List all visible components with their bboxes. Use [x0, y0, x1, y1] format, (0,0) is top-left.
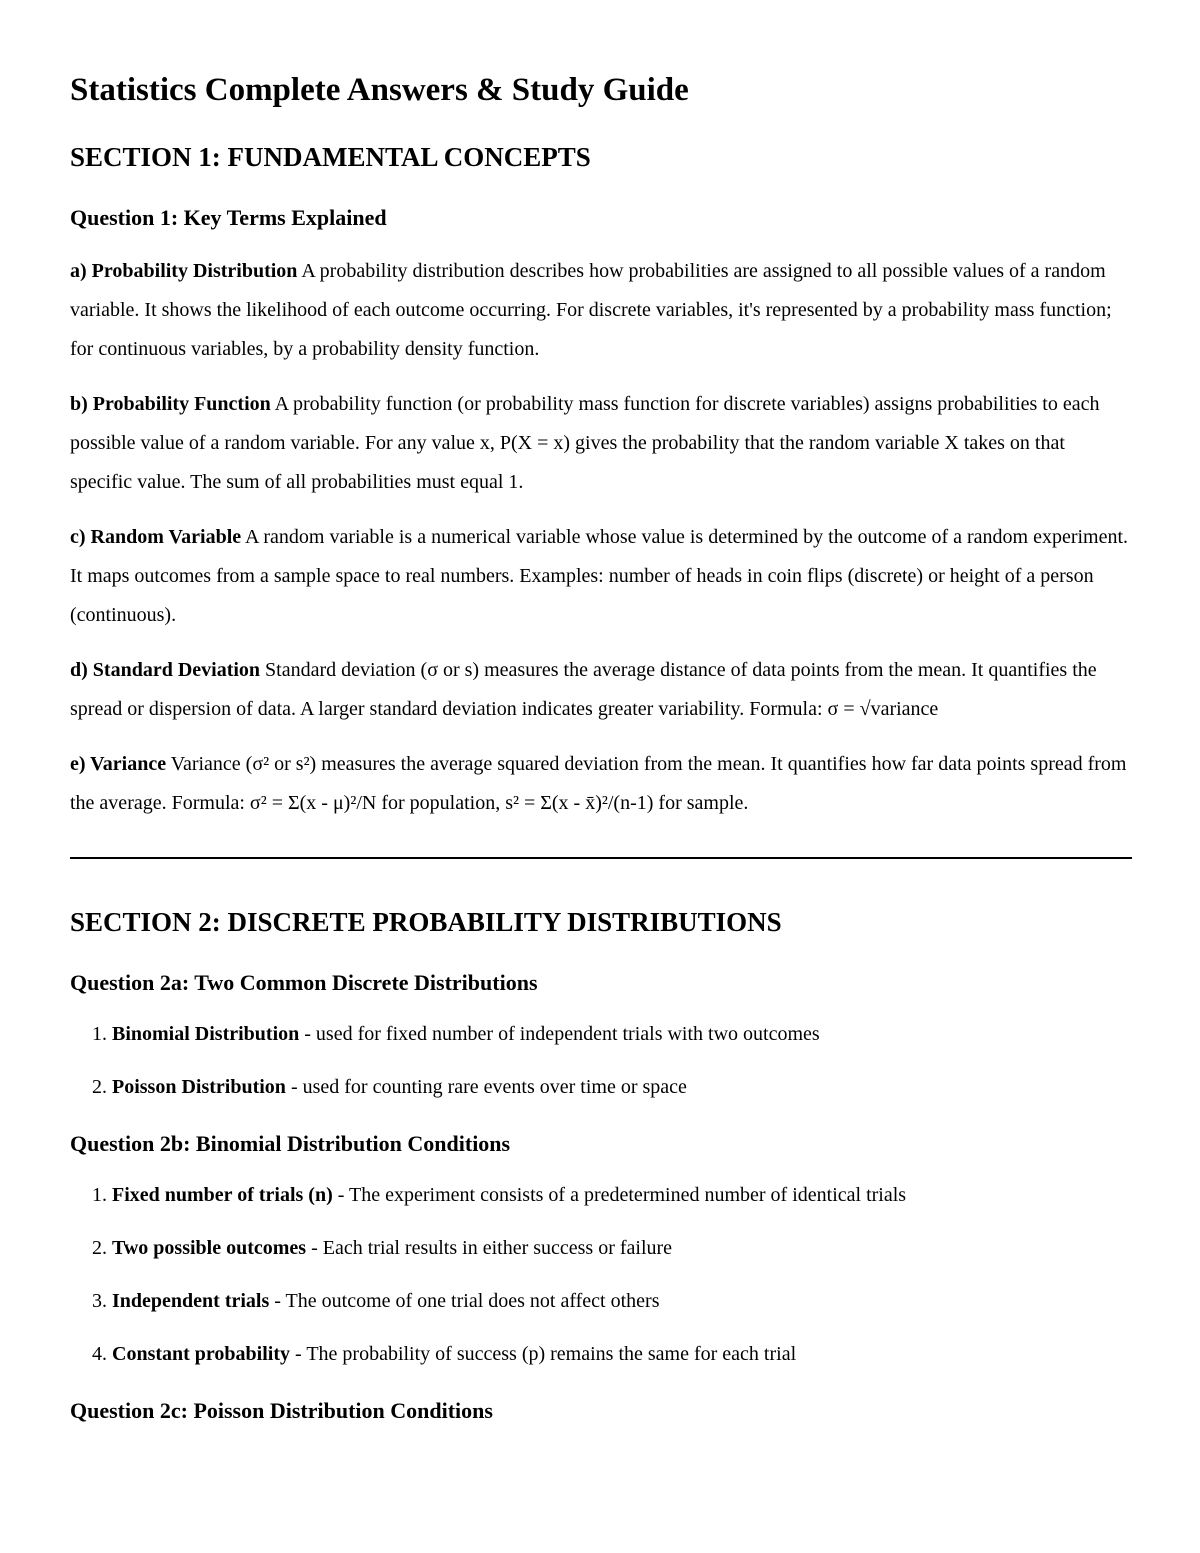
definition-random-variable — [70, 518, 1130, 635]
item-label: Constant probability — [112, 1343, 291, 1365]
section-1-heading: SECTION 1: FUNDAMENTAL CONCEPTS — [70, 142, 591, 172]
section-2-heading: SECTION 2: DISCRETE PROBABILITY DISTRIBUTIONS — [70, 907, 782, 937]
list-item — [112, 1021, 1130, 1047]
item-text: - The experiment consists of a predetermined number of identical trials — [332, 1184, 907, 1206]
list-item — [112, 1074, 1130, 1100]
discrete-distributions-list — [70, 1021, 1130, 1100]
item-label: Fixed number of trials (n) — [112, 1184, 333, 1206]
list-item — [112, 1182, 1130, 1208]
item-label: Binomial Distribution — [112, 1023, 300, 1045]
page-title: Statistics Complete Answers & Study Guide — [70, 72, 689, 108]
item-label: Poisson Distribution — [112, 1076, 286, 1098]
term-text: A probability distribution describes how probabilities are assigned to all possible values of a random variable. It shows the likelihood of each outcome occurring. For discrete variables, it's represented by a probability mass function; for continuous variables, by a probability density function. — [70, 260, 1112, 360]
item-text: - used for counting rare events over time or space — [285, 1076, 687, 1098]
term-text: A probability function (or probability mass function for discrete variables) assigns probabilities to each possible value of a random variable. For any value x, P(X = x) gives the probability that the random variable X takes on that specific value. The sum of all probabilities must equal 1. — [70, 393, 1100, 493]
item-text: - Each trial results in either success or failure — [306, 1237, 673, 1259]
question-2a-heading: Question 2a: Two Common Discrete Distributions — [70, 970, 538, 995]
term-text: A random variable is a numerical variable whose value is determined by the outcome of a random experiment. It maps outcomes from a sample space to real numbers. Examples: number of heads in coin flips (discrete) or height of a person (continuous). — [70, 526, 1129, 626]
list-item — [112, 1288, 1130, 1314]
question-2c-heading: Question 2c: Poisson Distribution Conditions — [70, 1398, 493, 1423]
term-label: b) Probability Function — [70, 393, 271, 415]
definition-probability-function — [70, 385, 1130, 502]
list-item — [112, 1341, 1130, 1367]
definition-variance — [70, 745, 1130, 823]
question-1-heading: Question 1: Key Terms Explained — [70, 205, 387, 230]
term-text: Standard deviation (σ or s) measures the average distance of data points from the mean. It quantifies the spread or dispersion of data. A larger standard deviation indicates greater variability. Formula: σ = √variance — [70, 659, 1097, 720]
term-label: a) Probability Distribution — [70, 260, 298, 282]
term-label: d) Standard Deviation — [70, 659, 261, 681]
term-label: e) Variance — [70, 753, 167, 775]
item-text: - The outcome of one trial does not affect others — [269, 1290, 660, 1312]
definition-standard-deviation — [70, 651, 1130, 729]
binomial-conditions-list — [70, 1182, 1130, 1367]
item-label: Two possible outcomes — [112, 1237, 307, 1259]
item-text: - The probability of success (p) remains the same for each trial — [290, 1343, 797, 1365]
list-item — [112, 1235, 1130, 1261]
section-divider — [70, 857, 1132, 859]
term-label: c) Random Variable — [70, 526, 242, 548]
item-label: Independent trials — [112, 1290, 270, 1312]
term-text: Variance (σ² or s²) measures the average squared deviation from the mean. It quantifies how far data points spread from the average. Formula: σ² = Σ(x - μ)²/N for population, s² = Σ(x - x̄)²/(n-1) for sample. — [70, 753, 1127, 814]
definition-probability-distribution — [70, 252, 1130, 369]
question-2b-heading: Question 2b: Binomial Distribution Conditions — [70, 1131, 511, 1156]
item-text: - used for fixed number of independent trials with two outcomes — [299, 1023, 820, 1045]
